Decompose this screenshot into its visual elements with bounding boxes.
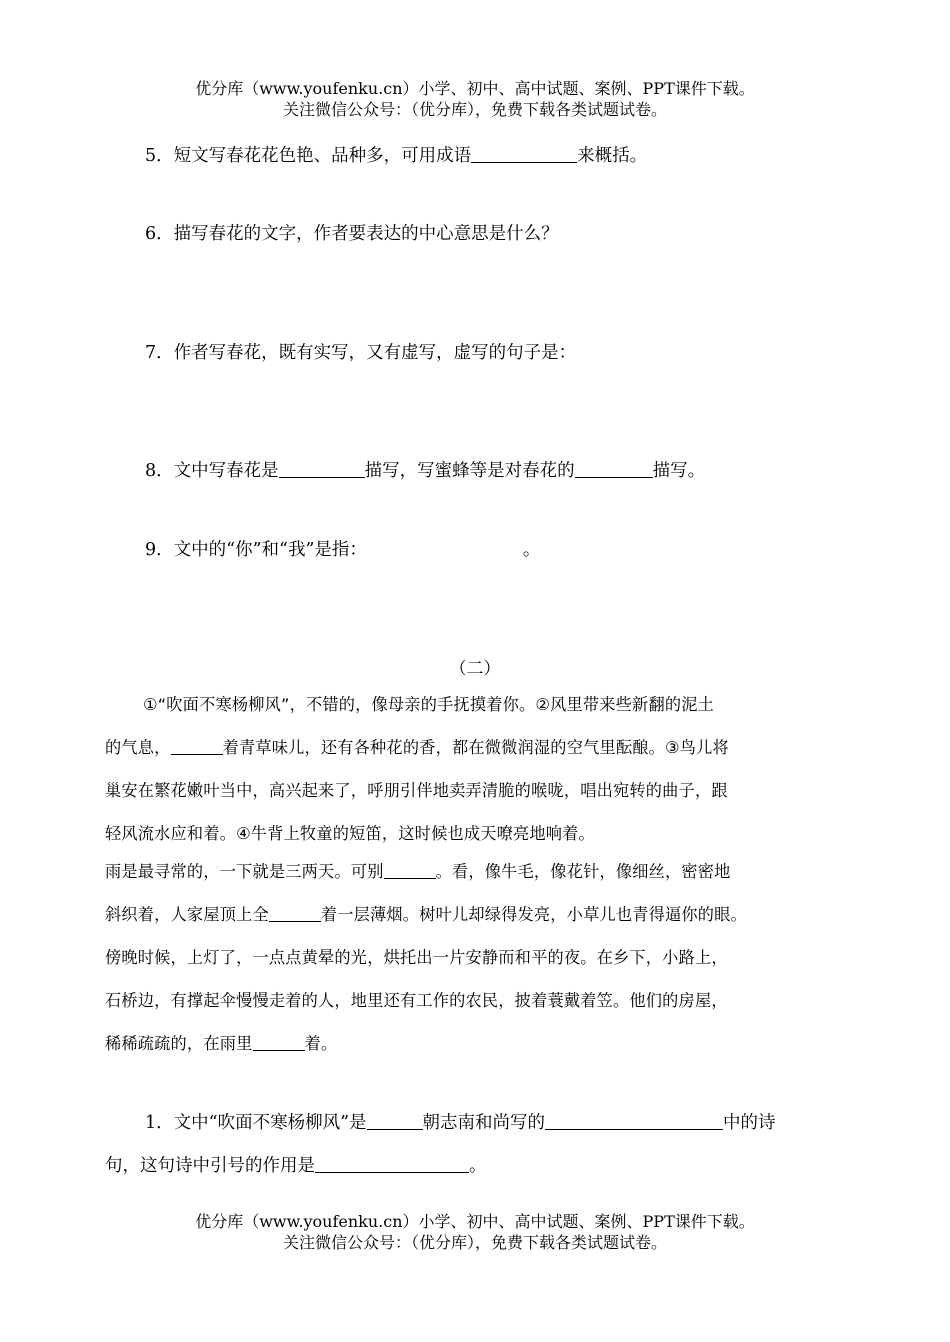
passage-line: 石桥边，有撑起伞慢慢走着的人，地里还有工作的农民，披着蓑戴着笠。他们的房屋， — [105, 991, 728, 1010]
section2-question-1 — [105, 1102, 865, 1188]
section-title: （二） — [449, 659, 501, 679]
question-9 — [145, 536, 540, 561]
answer-blank[interactable] — [384, 861, 436, 879]
question-6 — [145, 220, 559, 245]
page-footer — [0, 1211, 950, 1253]
footer-line-1: 优分库（www.youfenku.cn）小学、初中、高中试题、案例、PPT课件下载。 — [195, 1212, 755, 1231]
question-7 — [145, 339, 576, 364]
header-line-1: 优分库（www.youfenku.cn）小学、初中、高中试题、案例、PPT课件下载。 — [195, 79, 755, 98]
passage-line: 轻风流水应和着。④牛背上牧童的短笛，这时候也成天嘹亮地响着。 — [105, 824, 595, 843]
passage-line: 傍晚时候，上灯了，一点点黄晕的光，烘托出一片安静而和平的夜。在乡下，小路上， — [105, 948, 728, 967]
question-line — [105, 1145, 865, 1188]
passage-text: 。看，像牛毛，像花针，像细丝，密密地 — [435, 862, 731, 881]
answer-blank[interactable] — [367, 1111, 423, 1130]
question-text: 1．文中“吹面不寒杨柳风”是 — [145, 1113, 367, 1133]
passage-text: 雨是最寻常的，一下就是三两天。可别 — [105, 862, 384, 881]
question-5 — [145, 142, 647, 167]
answer-blank[interactable] — [269, 904, 321, 922]
answer-blank[interactable] — [471, 144, 577, 163]
question-6-text: 6．描写春花的文字，作者要表达的中心意思是什么？ — [145, 224, 559, 244]
passage-text: 斜织着，人家屋顶上全 — [105, 905, 269, 924]
question-text: 中的诗 — [723, 1113, 776, 1133]
passage-line: ①“吹面不寒杨柳风”，不错的，像母亲的手抚摸着你。②风里带来些新翻的泥土 — [143, 695, 714, 714]
question-8 — [145, 457, 705, 482]
question-text: 句，这句诗中引号的作用是 — [105, 1156, 315, 1176]
passage-line — [105, 893, 865, 936]
passage-line — [105, 726, 865, 769]
question-5-tail: 来概括。 — [577, 146, 648, 166]
question-9-tail: 。 — [522, 540, 541, 560]
page-header — [0, 78, 950, 120]
question-8-text: 8．文中写春花是 — [145, 461, 279, 481]
question-5-text: 5．短文写春花花色艳、品种多，可用成语 — [145, 146, 472, 166]
passage-paragraph-2 — [105, 850, 865, 1065]
answer-blank[interactable] — [315, 1154, 469, 1173]
passage-line — [105, 1022, 865, 1065]
question-line — [105, 1102, 865, 1145]
passage-paragraph-1 — [105, 683, 865, 855]
passage-text: 着。 — [304, 1034, 338, 1053]
question-text: 。 — [469, 1156, 487, 1176]
passage-text: 着一层薄烟。树叶儿却绿得发亮，小草儿也青得逼你的眼。 — [320, 905, 747, 924]
question-9-text: 9．文中的“你”和“我”是指： — [145, 540, 367, 560]
question-7-text: 7．作者写春花，既有实写，又有虚写，虚写的句子是： — [145, 343, 577, 363]
passage-line: 巢安在繁花嫩叶当中，高兴起来了，呼朋引伴地卖弄清脆的喉咙，唱出宛转的曲子，跟 — [105, 781, 728, 800]
answer-blank[interactable] — [279, 459, 365, 478]
question-8-middle: 描写，写蜜蜂等是对春花的 — [364, 461, 575, 481]
answer-blank[interactable] — [545, 1111, 723, 1130]
footer-line-2: 关注微信公众号：（优分库），免费下载各类试题试卷。 — [282, 1233, 667, 1252]
header-line-2: 关注微信公众号：（优分库），免费下载各类试题试卷。 — [282, 100, 667, 119]
passage-text: 的气息， — [105, 738, 171, 757]
answer-blank[interactable] — [253, 1033, 305, 1051]
passage-text: 着青草味儿，还有各种花的香，都在微微润湿的空气里酝酿。③鸟儿将 — [222, 738, 729, 757]
answer-blank[interactable] — [575, 459, 653, 478]
passage-line — [105, 850, 865, 893]
passage-text: 稀稀疏疏的，在雨里 — [105, 1034, 253, 1053]
question-8-tail: 描写。 — [652, 461, 706, 481]
answer-blank[interactable] — [171, 737, 223, 755]
question-text: 朝志南和尚写的 — [422, 1113, 546, 1133]
